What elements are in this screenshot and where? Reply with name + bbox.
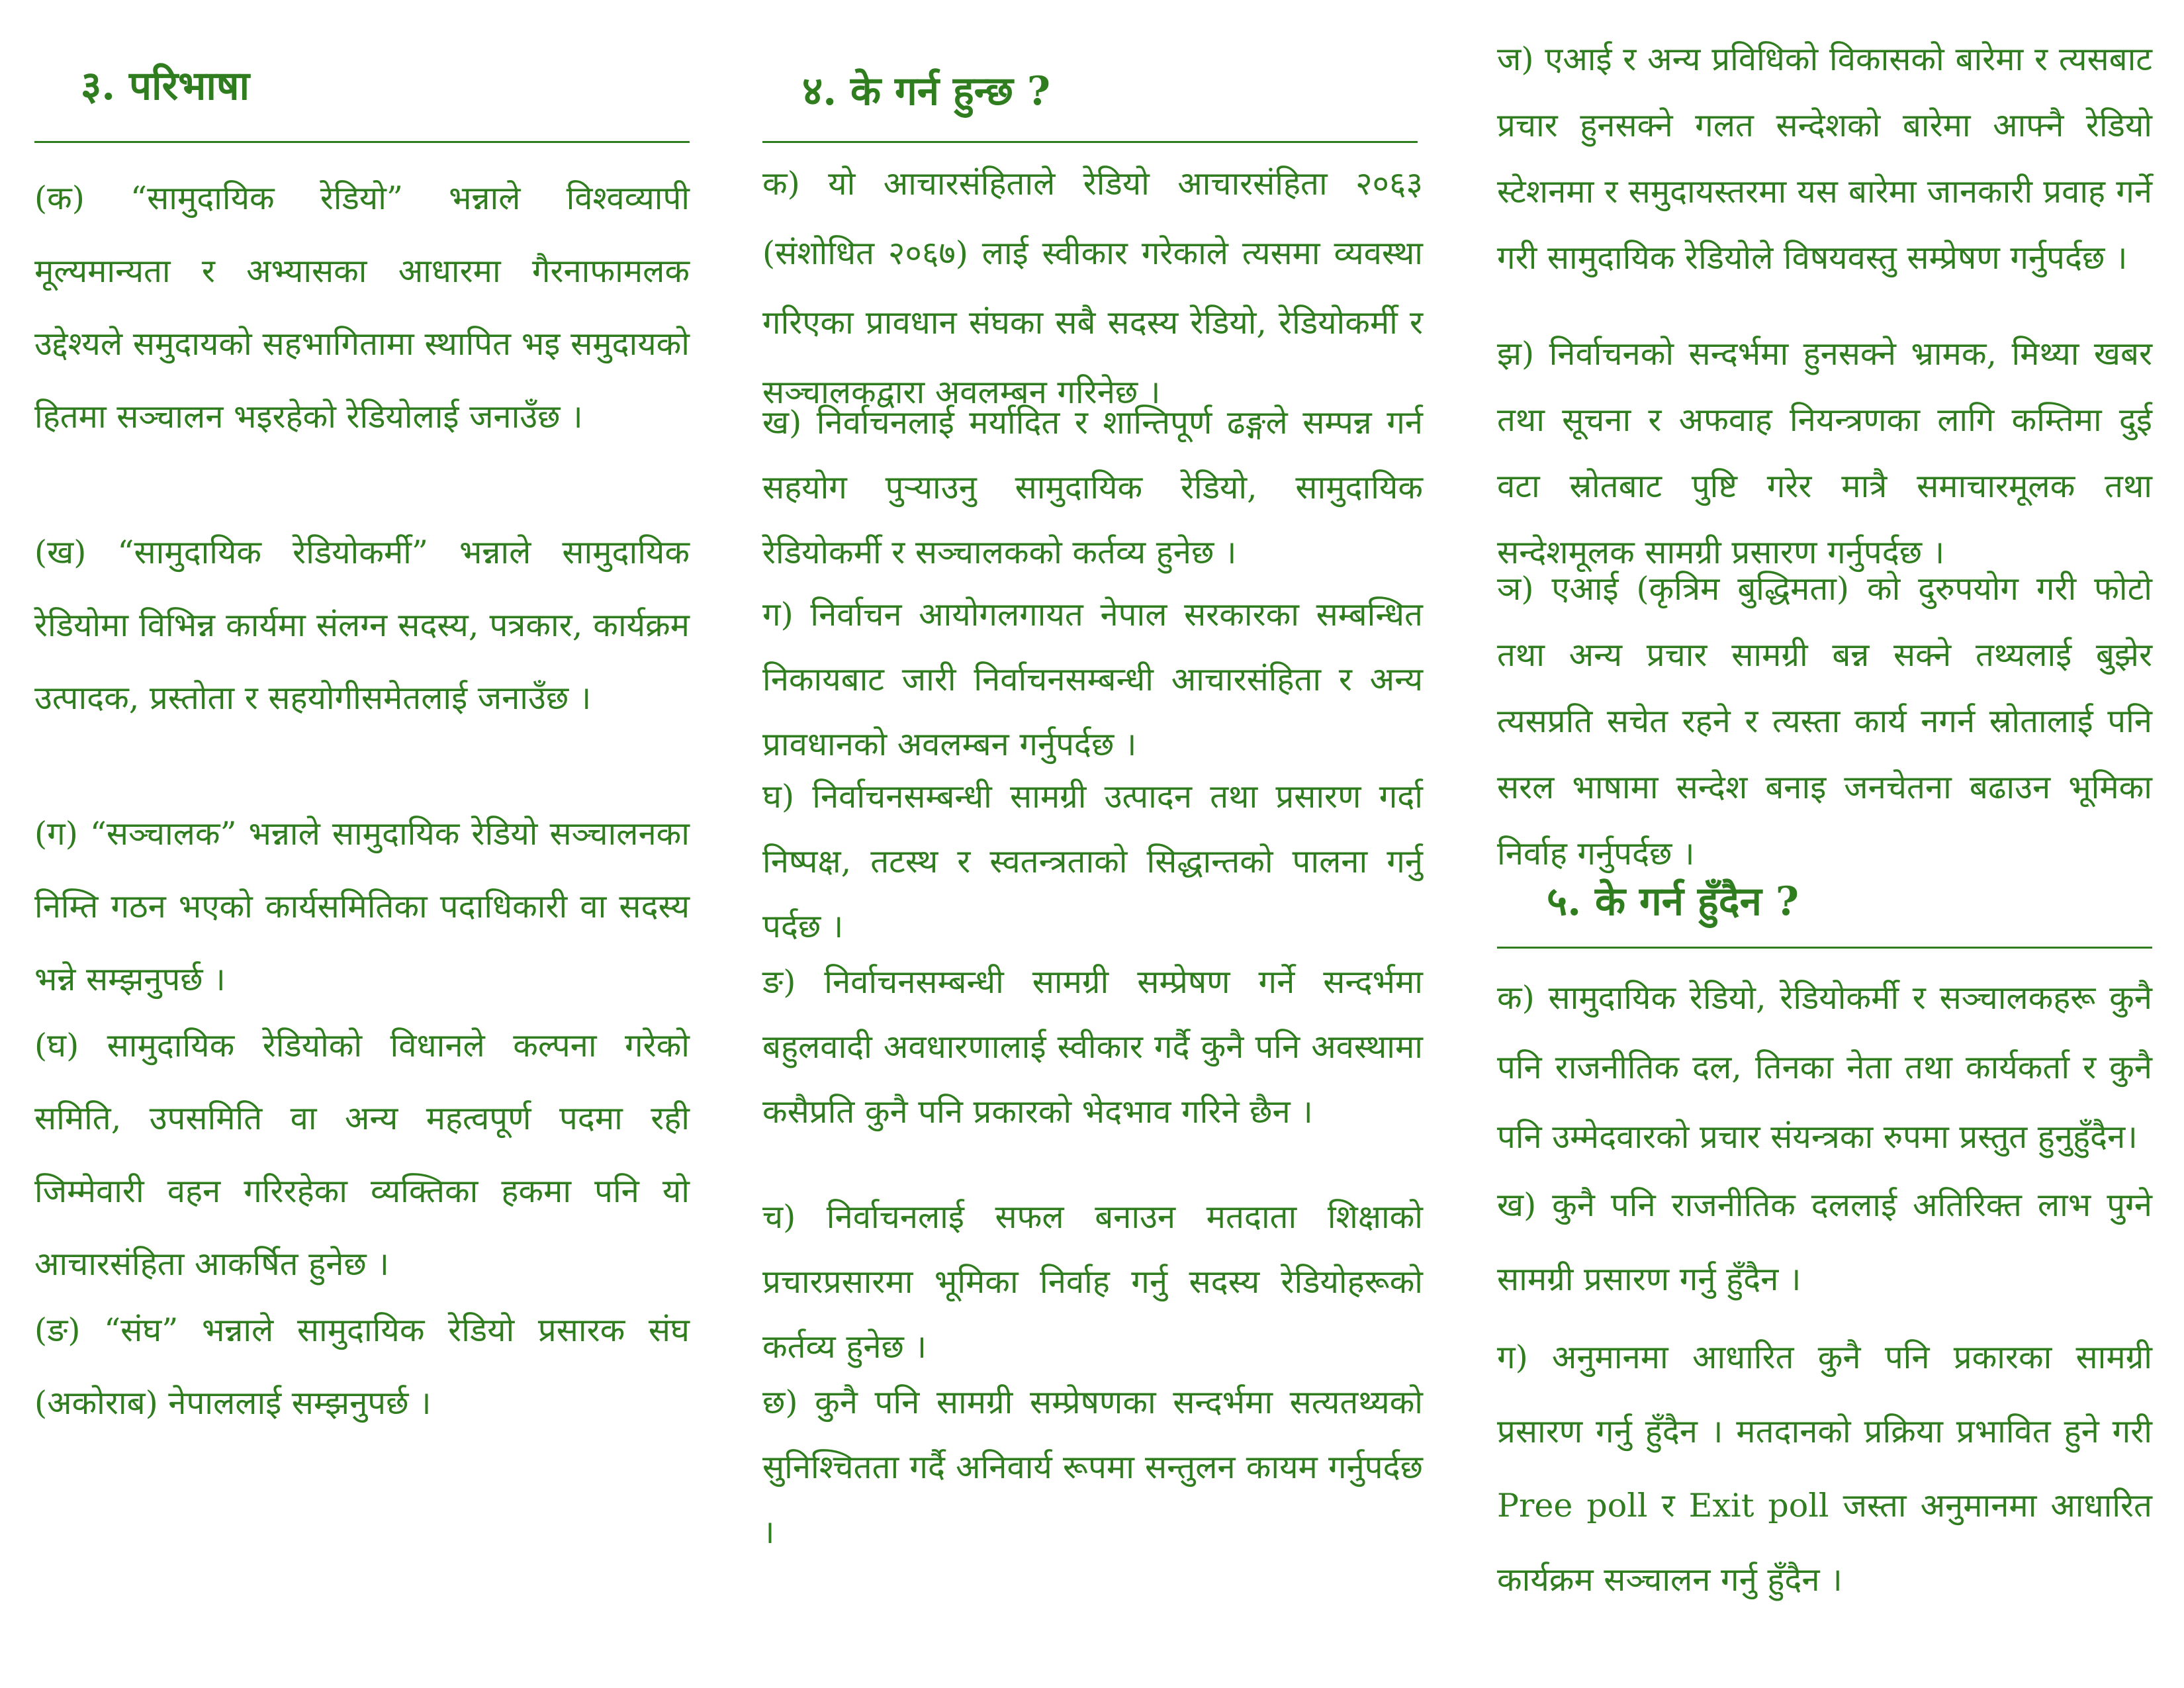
- do-item-kha: ख) निर्वाचनलाई मर्यादित र शान्तिपूर्ण ढङ्गले सम्पन्न गर्न सहयोग पुर्‍याउनु सामुदायिक रेडियो, सामुदायिक रेडियोकर्मी र सञ्चालकको कर्तव्य हुनेछ ।: [762, 404, 1423, 571]
- do-item-ga: ग) निर्वाचन आयोगलगायत नेपाल सरकारका सम्बन्धित निकायबाट जारी निर्वाचनसम्बन्धी आचारसंहिता र अन्य प्रावधानको अवलम्बन गर्नुपर्दछ ।: [762, 596, 1423, 763]
- heading-divider: [34, 141, 690, 143]
- definition-gha: (घ) सामुदायिक रेडियोको विधानले कल्पना गरेको समिति, उपसमिति वा अन्य महत्वपूर्ण पदमा रही जिम्मेवारी वहन गरिरहेका व्यक्तिका हकमा पनि यो आचारसंहिता आकर्षित हुनेछ ।: [34, 1027, 690, 1283]
- definition-ga: (ग) “सञ्चालक” भन्नाले सामुदायिक रेडियो सञ्चालनका निम्ति गठन भएको कार्यसमितिका पदाधिकारी वा सदस्य भन्ने सम्झनुपर्छ ।: [34, 815, 690, 998]
- do-item-ka: क) यो आचारसंहिताले रेडियो आचारसंहिता २०६३ (संशोधित २०६७) लाई स्वीकार गरेकाले त्यसमा व्यवस्था गरिएका प्रावधान संघका सबै सदस्य रेडियो, रेडियोकर्मी र सञ्चालकद्वारा अवलम्बन गरिनेछ ।: [762, 165, 1423, 411]
- do-item-cha: च) निर्वाचनलाई सफल बनाउन मतदाता शिक्षाको प्रचारप्रसारमा भूमिका निर्वाह गर्नु सदस्य रेडियोहरूको कर्तव्य हुनेछ ।: [762, 1198, 1423, 1366]
- definition-nga: (ङ) “संघ” भन्नाले सामुदायिक रेडियो प्रसारक संघ (अकोराब) नेपाललाई सम्झनुपर्छ ।: [34, 1311, 690, 1422]
- dont-item-kha: ख) कुनै पनि राजनीतिक दललाई अतिरिक्त लाभ पुग्ने सामग्री प्रसारण गर्नु हुँदैन ।: [1497, 1186, 2152, 1298]
- do-item-gha: घ) निर्वाचनसम्बन्धी सामग्री उत्पादन तथा प्रसारण गर्दा निष्पक्ष, तटस्थ र स्वतन्त्रताको सिद्धान्तको पालना गर्नु पर्दछ ।: [762, 778, 1423, 945]
- do-item-nga: ङ) निर्वाचनसम्बन्धी सामग्री सम्प्रेषण गर्ने सन्दर्भमा बहुलवादी अवधारणालाई स्वीकार गर्दै कुनै पनि अवस्थामा कसैप्रति कुनै पनि प्रकारको भेदभाव गरिने छैन ।: [762, 963, 1423, 1131]
- do-item-ja: ज) एआई र अन्य प्रविधिको विकासको बारेमा र त्यसबाट प्रचार हुनसक्ने गलत सन्देशको बारेमा आफ्नै रेडियो स्टेशनमा र समुदायस्तरमा यस बारेमा जानकारी प्रवाह गर्ने गरी सामुदायिक रेडियोले विषयवस्तु सम्प्रेषण गर्नुपर्दछ ।: [1497, 40, 2152, 277]
- do-item-nya: ञ) एआई (कृत्रिम बुद्धिमता) को दुरुपयोग गरी फोटो तथा अन्य प्रचार सामग्री बन्न सक्ने तथ्यलाई बुझेर त्यसप्रति सचेत रहने र त्यस्ता कार्य नगर्न स्रोतालाई पनि सरल भाषामा सन्देश बनाइ जनचेतना बढाउन भूमिका निर्वाह गर्नुपर्दछ ।: [1497, 570, 2152, 872]
- heading-divider: [1497, 947, 2152, 949]
- dont-item-ka: क) सामुदायिक रेडियो, रेडियोकर्मी र सञ्चालकहरू कुनै पनि राजनीतिक दल, तिनका नेता तथा कार्यकर्ता र कुनै पनि उम्मेदवारको प्रचार संयन्त्रका रुपमा प्रस्तुत हुनुहुँदैन।: [1497, 979, 2152, 1156]
- dont-item-ga: ग) अनुमानमा आधारित कुनै पनि प्रकारका सामग्री प्रसारण गर्नु हुँदैन । मतदानको प्रक्रिया प्रभावित हुने गरी Pree poll र Exit poll जस्ता अनुमानमा आधारित कार्यक्रम सञ्चालन गर्नु हुँदैन ।: [1497, 1338, 2152, 1599]
- heading-divider: [762, 141, 1418, 143]
- section-heading-donts: ५. के गर्न हुँदैन ?: [1547, 878, 1799, 925]
- do-item-jha: झ) निर्वाचनको सन्दर्भमा हुनसक्ने भ्रामक, मिथ्या खबर तथा सूचना र अफवाह नियन्त्रणका लागि कम्तिमा दुई वटा स्रोतबाट पुष्टि गरेर मात्रै समाचारमूलक तथा सन्देशमूलक सामग्री प्रसारण गर्नुपर्दछ ।: [1497, 335, 2152, 571]
- definition-kha: (ख) “सामुदायिक रेडियोकर्मी” भन्नाले सामुदायिक रेडियोमा विभिन्न कार्यमा संलग्न सदस्य, पत्रकार, कार्यक्रम उत्पादक, प्रस्तोता र सहयोगीसमेतलाई जनाउँछ ।: [34, 534, 690, 717]
- do-item-chha: छ) कुनै पनि सामग्री सम्प्रेषणका सन्दर्भमा सत्यतथ्यको सुनिश्चितता गर्दै अनिवार्य रूपमा सन्तुलन कायम गर्नुपर्दछ ।: [762, 1383, 1423, 1551]
- definition-ka: (क) “सामुदायिक रेडियो” भन्नाले विश्वव्यापी मूल्यमान्यता र अभ्यासका आधारमा गैरनाफामलक उद्देश्यले समुदायको सहभागितामा स्थापित भइ समुदायको हितमा सञ्चालन भइरहेको रेडियोलाई जनाउँछ ।: [34, 179, 690, 436]
- section-heading-definitions: ३. परिभाषा: [81, 63, 250, 109]
- section-heading-dos: ४. के गर्न हुन्छ ?: [802, 68, 1051, 115]
